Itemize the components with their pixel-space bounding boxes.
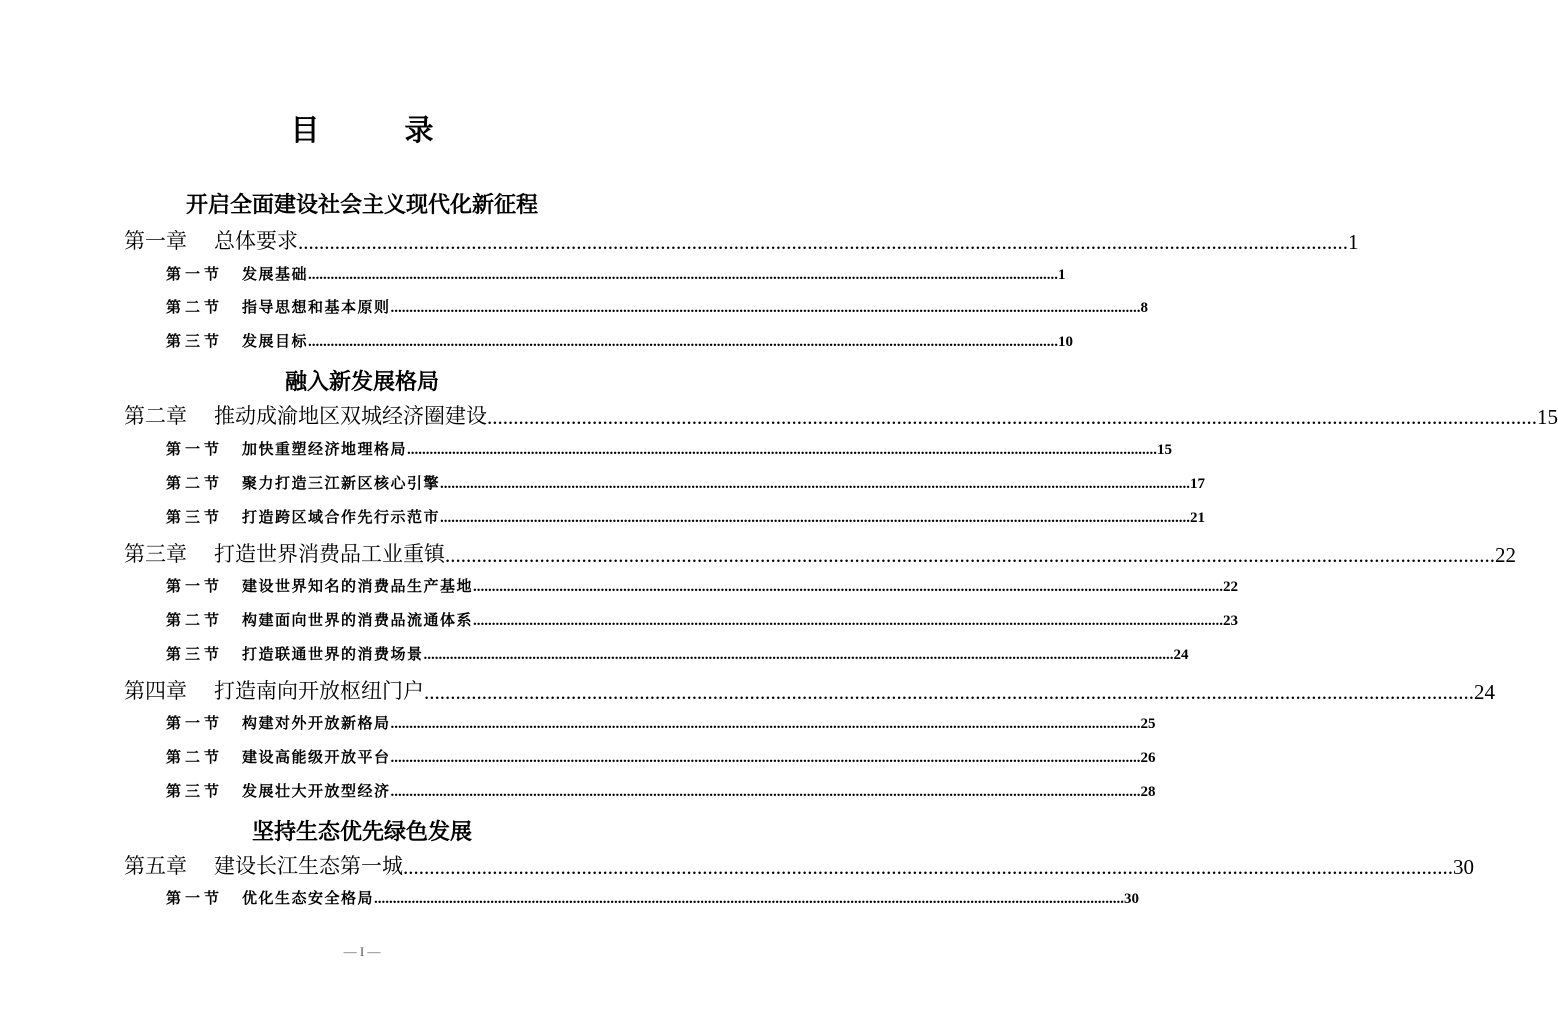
page-number: 30 <box>1124 891 1140 907</box>
chapter-title: 推动成渝地区双城经济圈建设 <box>214 404 487 428</box>
section-title: 指导思想和基本原则 <box>242 298 391 316</box>
section-title: 打造联通世界的消费场景 <box>242 645 424 663</box>
section-number: 第二节 <box>166 474 224 492</box>
dot-leader: ........................................................................................................................................................................................................ <box>308 334 1059 350</box>
toc-chapter-entry[interactable] <box>124 675 1495 705</box>
section-title: 加快重塑经济地理格局 <box>242 440 408 458</box>
chapter-title: 总体要求 <box>214 229 298 253</box>
page-number: 24 <box>1173 647 1189 663</box>
dot-leader: ........................................................................................................................................................................................................ <box>445 543 1495 567</box>
section-title: 发展基础 <box>242 265 309 283</box>
dot-leader: ........................................................................................................................................................................................................ <box>440 510 1191 526</box>
dot-leader: ........................................................................................................................................................................................................ <box>403 855 1453 879</box>
section-number: 第一节 <box>166 265 224 283</box>
page-number: 21 <box>1190 510 1206 526</box>
chapter-title: 打造世界消费品工业重镇 <box>214 542 445 566</box>
dot-leader: ........................................................................................................................................................................................................ <box>473 579 1224 595</box>
dot-leader: ........................................................................................................................................................................................................ <box>390 300 1141 316</box>
toc-section-entry[interactable] <box>166 296 1149 317</box>
page-number: 24 <box>1474 680 1495 704</box>
toc-section-entry[interactable] <box>166 712 1156 733</box>
dot-leader: ........................................................................................................................................................................................................ <box>308 267 1059 283</box>
section-title: 构建对外开放新格局 <box>242 714 391 732</box>
toc-chapter-entry[interactable] <box>124 850 1474 880</box>
toc-section-entry[interactable] <box>166 609 1239 630</box>
section-title: 构建面向世界的消费品流通体系 <box>242 611 474 629</box>
page-number: 26 <box>1140 750 1156 766</box>
page-number: 25 <box>1140 716 1156 732</box>
chapter-number: 第四章 <box>124 679 187 703</box>
section-number: 第三节 <box>166 332 224 350</box>
section-number: 第二节 <box>166 298 224 316</box>
chapter-title: 建设长江生态第一城 <box>214 854 403 878</box>
section-title: 发展壮大开放型经济 <box>242 782 391 800</box>
page-number: 23 <box>1223 613 1239 629</box>
toc-chapter-entry[interactable] <box>124 400 1558 430</box>
toc-section-entry[interactable] <box>166 506 1206 527</box>
toc-chapter-entry[interactable] <box>124 538 1516 568</box>
page-number: 28 <box>1140 784 1156 800</box>
toc-section-entry[interactable] <box>166 887 1140 908</box>
dot-leader: ........................................................................................................................................................................................................ <box>390 784 1141 800</box>
section-title: 建设世界知名的消费品生产基地 <box>242 577 474 595</box>
toc-section-entry[interactable] <box>166 263 1066 284</box>
dot-leader: ........................................................................................................................................................................................................ <box>423 647 1174 663</box>
page-number: 22 <box>1223 579 1239 595</box>
toc-chapter-entry[interactable] <box>124 225 1359 255</box>
toc-section-entry[interactable] <box>166 438 1173 459</box>
toc-title: 目 录 <box>290 113 462 147</box>
section-title: 聚力打造三江新区核心引擎 <box>242 474 441 492</box>
page-number: 30 <box>1453 855 1474 879</box>
section-number: 第一节 <box>166 714 224 732</box>
toc-section-entry[interactable] <box>166 472 1206 493</box>
section-number: 第三节 <box>166 508 224 526</box>
dot-leader: ........................................................................................................................................................................................................ <box>298 230 1348 254</box>
dot-leader: ........................................................................................................................................................................................................ <box>390 716 1141 732</box>
dot-leader: ........................................................................................................................................................................................................ <box>424 680 1474 704</box>
dot-leader: ........................................................................................................................................................................................................ <box>407 442 1158 458</box>
section-number: 第三节 <box>166 645 224 663</box>
page-number: 1 <box>1348 230 1359 254</box>
chapter-number: 第一章 <box>124 229 187 253</box>
page-number: 8 <box>1140 300 1149 316</box>
section-number: 第二节 <box>166 748 224 766</box>
section-title: 打造跨区域合作先行示范市 <box>242 508 441 526</box>
section-number: 第一节 <box>166 440 224 458</box>
page-number: 15 <box>1157 442 1173 458</box>
toc-section-entry[interactable] <box>166 330 1074 351</box>
dot-leader: ........................................................................................................................................................................................................ <box>440 476 1191 492</box>
toc-section-entry[interactable] <box>166 575 1239 596</box>
chapter-title: 打造南向开放枢纽门户 <box>214 679 424 703</box>
toc-part-heading: 坚持生态优先绿色发展 <box>251 819 472 845</box>
section-number: 第二节 <box>166 611 224 629</box>
toc-section-entry[interactable] <box>166 780 1156 801</box>
page-number: 15 <box>1537 405 1558 429</box>
toc-part-heading: 融入新发展格局 <box>284 369 439 395</box>
chapter-number: 第三章 <box>124 542 187 566</box>
dot-leader: ........................................................................................................................................................................................................ <box>390 750 1141 766</box>
toc-part-heading: 开启全面建设社会主义现代化新征程 <box>185 192 538 218</box>
dot-leader: ........................................................................................................................................................................................................ <box>487 405 1537 429</box>
page-number: 22 <box>1495 543 1516 567</box>
toc-section-entry[interactable] <box>166 746 1156 767</box>
section-title: 优化生态安全格局 <box>242 889 375 907</box>
page-number: 10 <box>1058 334 1074 350</box>
section-title: 建设高能级开放平台 <box>242 748 391 766</box>
dot-leader: ........................................................................................................................................................................................................ <box>473 613 1224 629</box>
page-number: 17 <box>1190 476 1206 492</box>
chapter-number: 第二章 <box>124 404 187 428</box>
dot-leader: ........................................................................................................................................................................................................ <box>374 891 1125 907</box>
section-number: 第一节 <box>166 889 224 907</box>
chapter-number: 第五章 <box>124 854 187 878</box>
toc-section-entry[interactable] <box>166 643 1189 664</box>
section-number: 第三节 <box>166 782 224 800</box>
page-footer: — I — <box>343 944 381 959</box>
page-number: 1 <box>1058 267 1066 283</box>
section-title: 发展目标 <box>242 332 309 350</box>
section-number: 第一节 <box>166 577 224 595</box>
